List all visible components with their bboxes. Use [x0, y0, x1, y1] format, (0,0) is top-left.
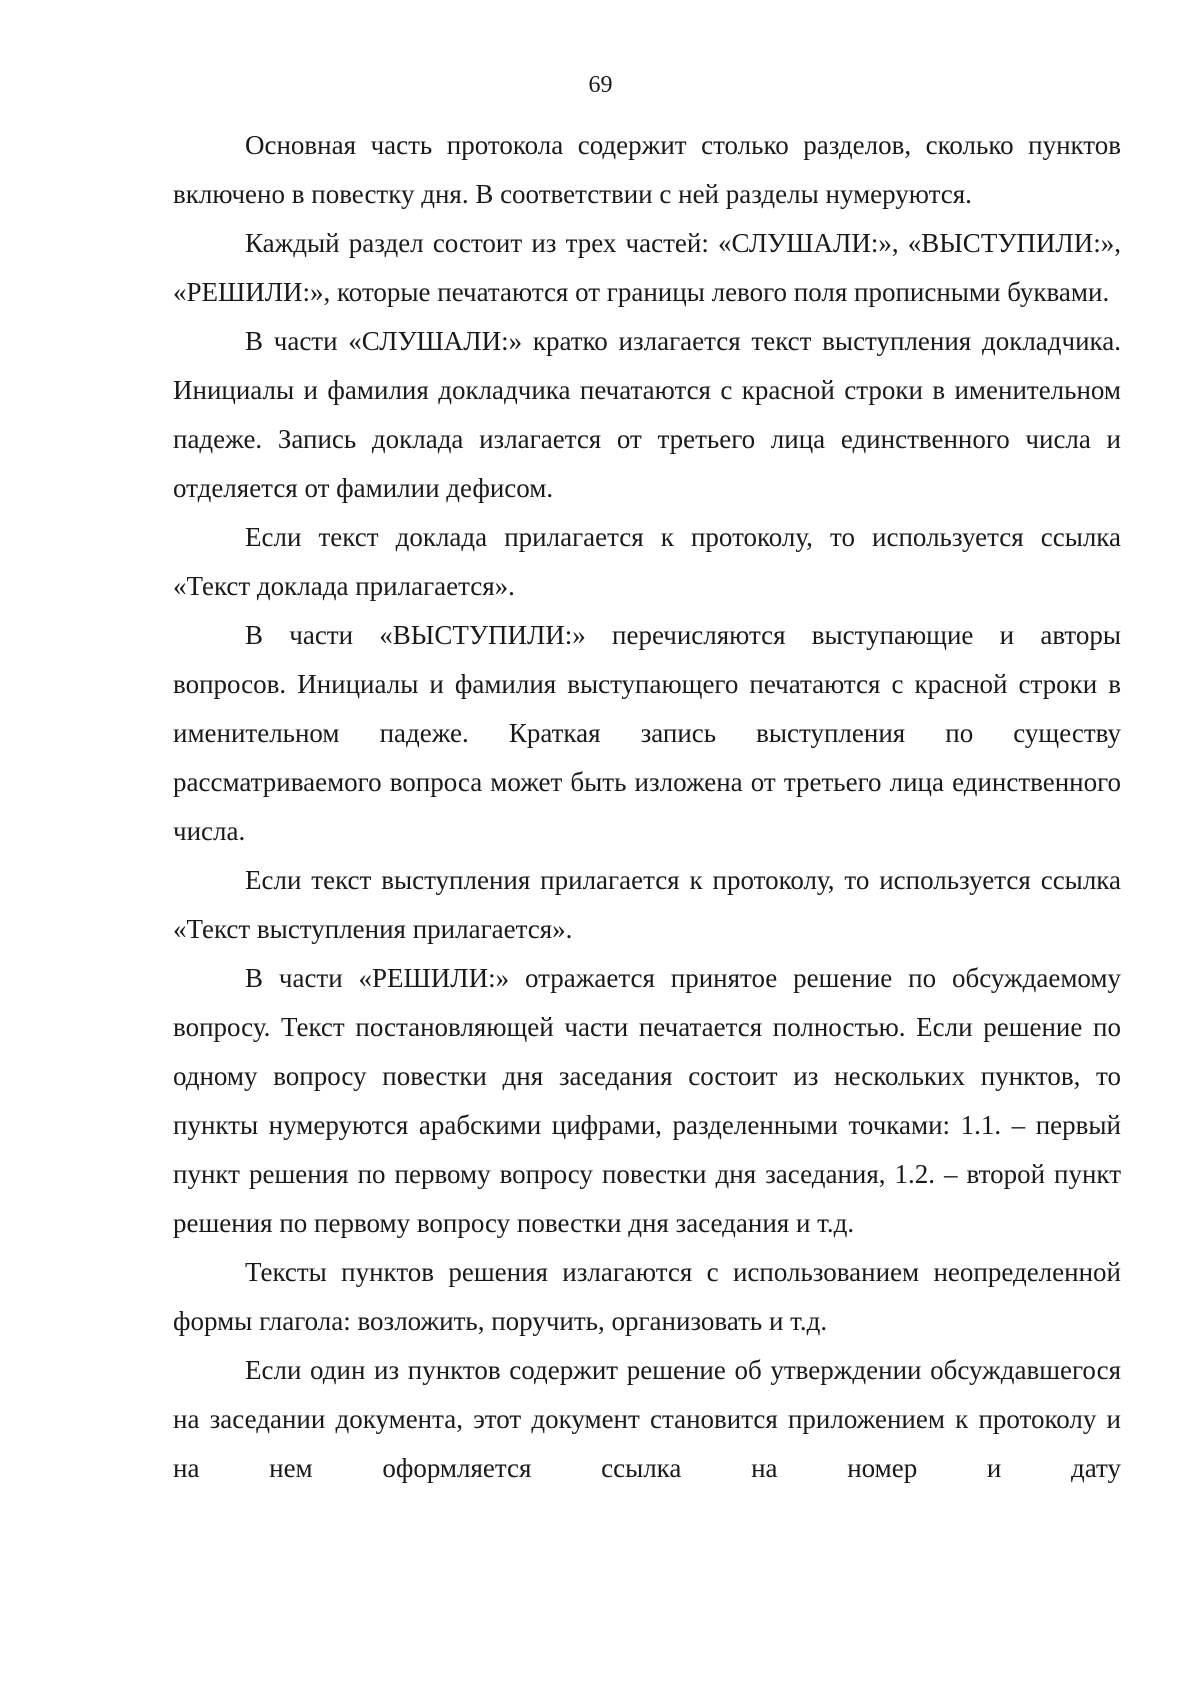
paragraph-5: В части «ВЫСТУПИЛИ:» перечисляются выступающие и авторы вопросов. Инициалы и фамилия выступающего печатаются с красной строки в именительном падеже. Краткая запись выступления по существу рассматриваемого вопроса может быть изложена от третьего лица единственного числа.: [173, 620, 1121, 846]
paragraph-9: Если один из пунктов содержит решение об утверждении обсуждавшегося на заседании документа, этот документ становится приложением к протоколу и на нем оформляется ссылка на номер и дату: [173, 1355, 1121, 1483]
paragraph-6: Если текст выступления прилагается к протоколу, то используется ссылка «Текст выступления прилагается».: [173, 865, 1121, 944]
paragraph-2: Каждый раздел состоит из трех частей: «СЛУШАЛИ:», «ВЫСТУПИЛИ:», «РЕШИЛИ:», которые печатаются от границы левого поля прописными буквами.: [173, 228, 1121, 307]
paragraph-4: Если текст доклада прилагается к протоколу, то используется ссылка «Текст доклада прилагается».: [173, 522, 1121, 601]
paragraph-1: Основная часть протокола содержит столько разделов, сколько пунктов включено в повестку дня. В соответствии с ней разделы нумеруются.: [173, 130, 1121, 209]
paragraph-8: Тексты пунктов решения излагаются с использованием неопределенной формы глагола: возложить, поручить, организовать и т.д.: [173, 1257, 1121, 1336]
document-body: [173, 121, 1121, 1493]
paragraph-3: В части «СЛУШАЛИ:» кратко излагается текст выступления докладчика. Инициалы и фамилия докладчика печатаются с красной строки в именительном падеже. Запись доклада излагается от третьего лица единственного числа и отделяется от фамилии дефисом.: [173, 326, 1121, 503]
page-number: 69: [588, 72, 613, 98]
paragraph-7: В части «РЕШИЛИ:» отражается принятое решение по обсуждаемому вопросу. Текст постановляющей части печатается полностью. Если решение по одному вопросу повестки дня заседания состоит из нескольких пунктов, то пункты нумеруются арабскими цифрами, разделенными точками: 1.1. – первый пункт решения по первому вопросу повестки дня заседания, 1.2. – второй пункт решения по первому вопросу повестки дня заседания и т.д.: [173, 963, 1121, 1238]
